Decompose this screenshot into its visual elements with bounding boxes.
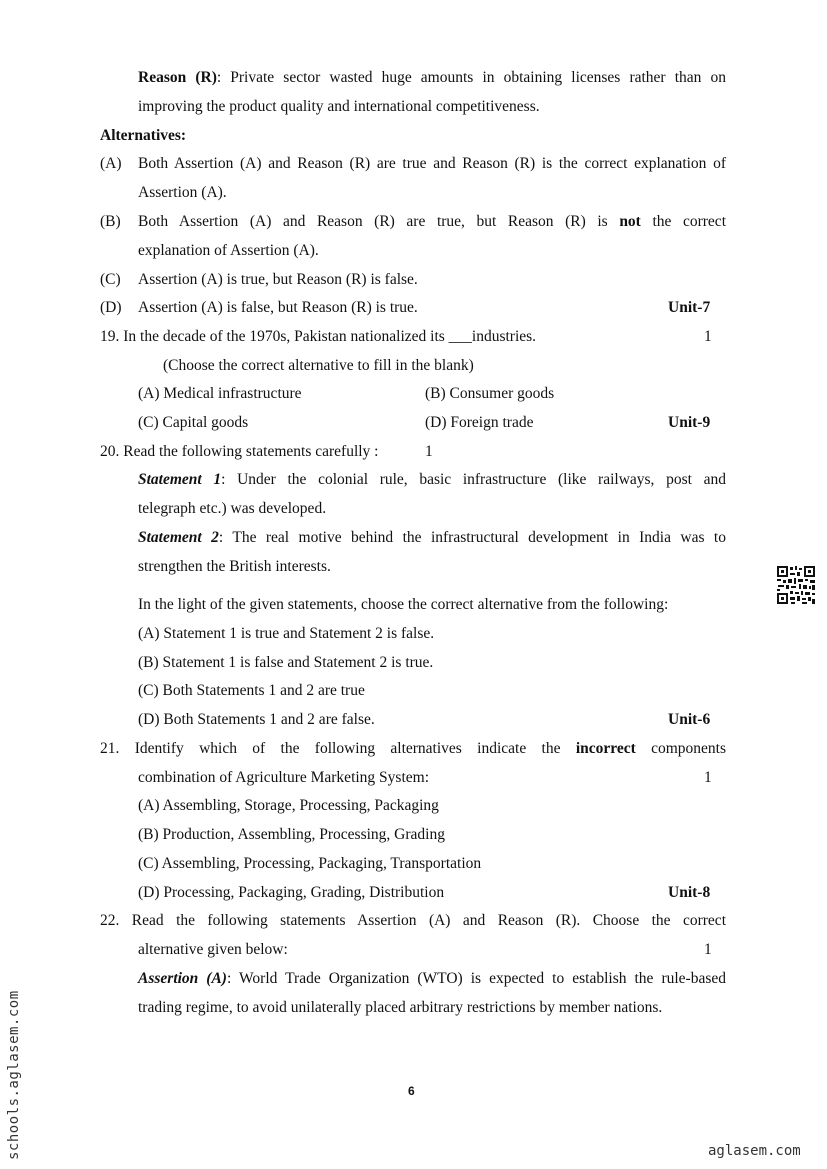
q21-option-b: (B) Production, Assembling, Processing, Grading <box>138 826 445 843</box>
side-watermark: schools.aglasem.com <box>6 990 22 1160</box>
q18-option-c-mark: (C) <box>100 271 121 288</box>
q18-option-a-line1: Both Assertion (A) and Reason (R) are true and Reason (R) is the correct explanation of <box>138 155 726 172</box>
q20-statement1-line2: telegraph etc.) was developed. <box>138 500 327 517</box>
q18-reason-label: Reason (R) <box>138 69 217 86</box>
q21-line2: combination of Agriculture Marketing System: <box>138 769 430 786</box>
q19-marks: 1 <box>704 328 712 345</box>
q18-option-d-text: Assertion (A) is false, but Reason (R) is true. <box>138 299 418 316</box>
q18-option-b-mark: (B) <box>100 213 121 230</box>
incorrect-emphasis: incorrect <box>575 740 636 757</box>
bottom-watermark: aglasem.com <box>708 1143 801 1159</box>
q21-unit: Unit-8 <box>668 884 711 901</box>
q22-line1: 22. Read the following statements Assertion (A) and Reason (R). Choose the correct <box>100 912 726 929</box>
q20-option-c: (C) Both Statements 1 and 2 are true <box>138 682 365 699</box>
q22-line2: alternative given below: <box>138 941 288 958</box>
q21-option-a: (A) Assembling, Storage, Processing, Packaging <box>138 797 439 814</box>
q20-statement2-line2: strengthen the British interests. <box>138 558 331 575</box>
q18-option-c-text: Assertion (A) is true, but Reason (R) is false. <box>138 271 418 288</box>
q19-unit: Unit-9 <box>668 414 711 431</box>
statement2-label: Statement 2 <box>138 529 219 546</box>
page-number: 6 <box>408 1084 415 1098</box>
q22-assertion-line2: trading regime, to avoid unilaterally placed arbitrary restrictions by member nations. <box>138 999 663 1016</box>
q19-option-c: (C) Capital goods <box>138 414 249 431</box>
q22-marks: 1 <box>704 941 712 958</box>
q18-option-b-line2: explanation of Assertion (A). <box>138 242 319 259</box>
q20-statement2-line1: Statement 2: The real motive behind the infrastructural development in India was to <box>138 529 726 546</box>
q19-option-b: (B) Consumer goods <box>425 385 555 402</box>
q21-marks: 1 <box>704 769 712 786</box>
q19-option-a: (A) Medical infrastructure <box>138 385 302 402</box>
q18-option-a-line2: Assertion (A). <box>138 184 227 201</box>
q20-unit: Unit-6 <box>668 711 711 728</box>
q20-prompt: In the light of the given statements, choose the correct alternative from the following: <box>138 596 669 613</box>
q18-option-a-mark: (A) <box>100 155 122 172</box>
qr-code-icon <box>776 565 816 605</box>
q18-unit: Unit-7 <box>668 299 711 316</box>
q19-instruction: (Choose the correct alternative to fill in the blank) <box>163 357 474 374</box>
alternatives-heading: Alternatives: <box>100 127 187 144</box>
q20-option-a: (A) Statement 1 is true and Statement 2 is false. <box>138 625 435 642</box>
q18-option-b-line1: Both Assertion (A) and Reason (R) are true, but Reason (R) is not the correct <box>138 213 726 230</box>
q20-option-b: (B) Statement 1 is false and Statement 2 is true. <box>138 654 434 671</box>
q19-question: 19. In the decade of the 1970s, Pakistan nationalized its ___industries. <box>100 328 537 345</box>
q18-reason-line1: Reason (R): Private sector wasted huge amounts in obtaining licenses rather than on <box>138 69 726 86</box>
q22-assertion-line1: Assertion (A): World Trade Organization (WTO) is expected to establish the rule-based <box>138 970 726 987</box>
assertion-label: Assertion (A) <box>138 970 227 987</box>
q20-option-d: (D) Both Statements 1 and 2 are false. <box>138 711 375 728</box>
q19-option-d: (D) Foreign trade <box>425 414 534 431</box>
q21-option-c: (C) Assembling, Processing, Packaging, Transportation <box>138 855 482 872</box>
q21-line1: 21. Identify which of the following alternatives indicate the incorrect components <box>100 740 727 757</box>
q18-reason-line2: improving the product quality and international competitiveness. <box>138 98 540 115</box>
q21-option-d: (D) Processing, Packaging, Grading, Distribution <box>138 884 445 901</box>
q18-option-d-mark: (D) <box>100 299 122 316</box>
q20-question: 20. Read the following statements carefully : <box>100 443 379 460</box>
q20-statement1-line1: Statement 1: Under the colonial rule, basic infrastructure (like railways, post and <box>138 471 726 488</box>
statement1-label: Statement 1 <box>138 471 222 488</box>
not-emphasis: not <box>619 213 641 230</box>
q20-marks: 1 <box>425 443 433 460</box>
